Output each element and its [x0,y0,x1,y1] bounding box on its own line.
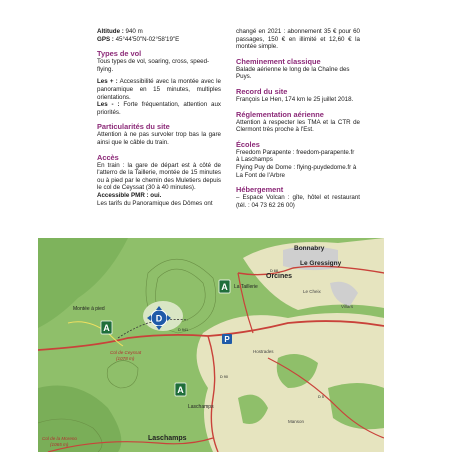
ecoles-line-4: La Font de l'Arbre [236,171,285,179]
svg-text:A: A [177,385,184,395]
atterro-marker-taillerie [219,280,230,293]
tarifs-continued: changé en 2021 : abonnement 35 € pour 60 passages, 150 € en illimité et 12,60 € la montée simple. [236,28,360,51]
map-svg [38,238,384,452]
site-map [38,238,384,452]
cheminement-text: Balade aérienne le long de la Chaîne des Puys. [236,65,350,81]
label-bonnabry: Bonnabry [294,245,325,252]
label-cheix: Le Cheix [303,289,321,294]
hebergement-text: – Espace Volcan : gîte, hôtel et restaurant (tél. : 04 73 62 26 00) [236,194,360,209]
tarifs-text: Les tarifs du Panoramique des Dômes ont [97,199,213,207]
reglementation-text: Attention à respecter les TMA et la CTR de Clermont très proche à l'Est. [236,118,360,134]
svg-text:D: D [155,313,163,324]
label-moreno-alt: (1065 m) [50,442,69,447]
minus-text: Les - : Forte fréquentation, attention aux priorités. [97,101,221,116]
record-text: François Le Hen, 174 km le 25 juillet 2018. [236,95,354,103]
hebergement-title: Hébergement [236,185,284,195]
label-gressigny: Le Gressigny [300,260,342,267]
svg-text:A: A [221,282,228,292]
label-ceyssat: Col de Ceyssat [110,350,142,355]
acces-text: En train : la gare de départ est à côté de l'atterro de la Taillerie, montée de 15 minutes ou à pied par le chemin des Muletiers depuis le col de Ceyssat (30 à 40 minutes). [97,161,221,192]
ecoles-title: Écoles [236,139,260,149]
gps-line: GPS : 45°44'50"N-02°58'19"E [97,35,180,43]
atterro-marker-laschamps [175,383,186,396]
particularites-text: Attention à ne pas survoler trop bas la gare ainsi que le câble du train. [97,131,221,146]
label-moreno: Col de la Moreno [42,436,77,441]
label-laschamps: Laschamps [148,435,187,442]
ecoles-line-3: Flying Puy de Dome : flying-puydedome.fr à [236,163,357,171]
reglementation-title: Réglementation aérienne [236,109,324,119]
left-column [97,28,221,207]
acces-title: Accès [97,152,119,162]
label-d941: D 941 [178,328,189,332]
svg-text:A: A [103,323,110,333]
atterro-marker-ceyssat [101,321,112,334]
label-laschamps-small: Laschamps [188,404,214,410]
particularites-title: Particularités du site [97,122,170,132]
label-manson: Manson [288,419,305,424]
cheminement-title: Cheminement classique [236,56,321,66]
pmr-text: Accessible PMR : oui. [97,191,162,199]
label-d5: D 5 [318,395,324,399]
types-title: Types de vol [97,49,142,59]
label-villars: Villars [341,304,354,309]
svg-text:P: P [224,335,230,344]
label-montee: Montée à pied [73,306,105,312]
ecoles-line-1: Freedom Parapente : freedom-parapente.fr [236,148,355,156]
types-text: Tous types de vol, soaring, cross, speed-flying. [97,58,210,73]
ecoles-line-2: à Laschamps [236,156,273,164]
label-orcines: Orcines [266,273,293,280]
altitude-line: Altitude : 940 m [97,28,143,35]
record-title: Record du site [236,86,288,96]
label-d68: D 68 [270,269,279,273]
plus-text: Les + : Accessibilité avec la montée avec le panoramique en 15 minutes, multiples orientations. [97,78,221,101]
label-hostrades: Hostrades [253,349,274,354]
label-d90: D 90 [220,375,229,379]
label-taillerie: La Taillerie [234,284,258,290]
label-ceyssat-alt: (1078 m) [116,356,135,361]
right-column [236,28,360,209]
parking-marker [222,334,232,344]
